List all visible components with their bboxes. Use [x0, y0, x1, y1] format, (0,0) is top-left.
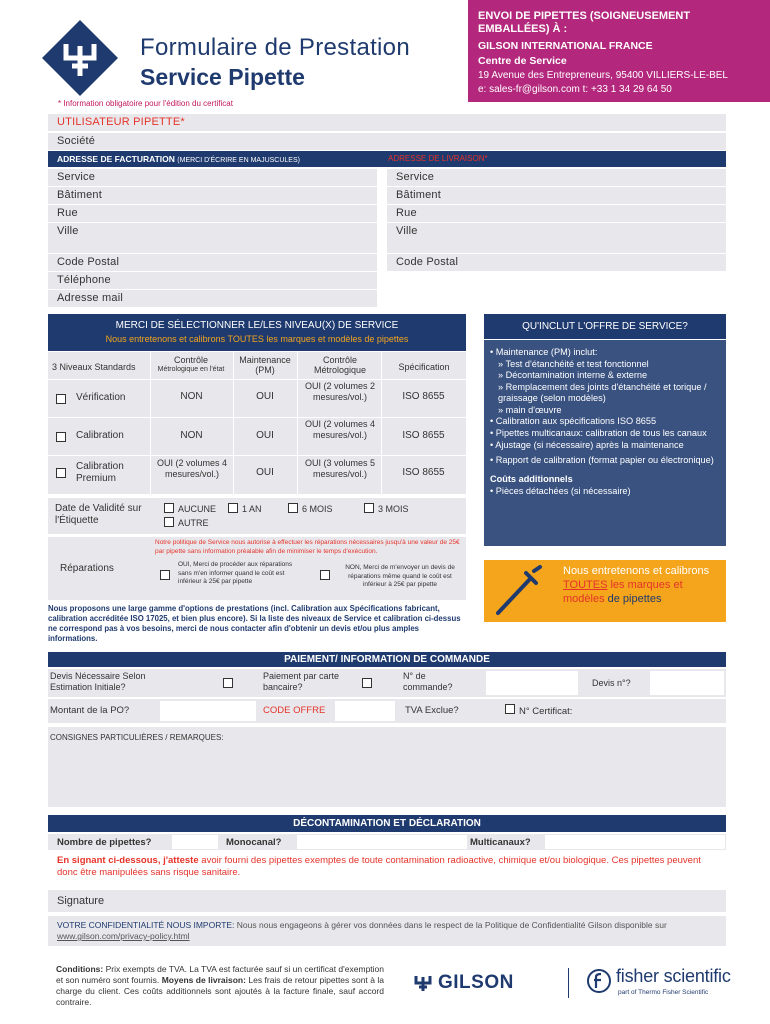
- premium-control: OUI (2 volumes 4 mesures/vol.): [156, 458, 228, 479]
- offer-list: [490, 347, 722, 497]
- promo-text-b: TOUTES: [563, 579, 608, 591]
- row-premium: Calibration Premium: [76, 461, 124, 484]
- billing-phone[interactable]: Téléphone: [48, 272, 377, 289]
- delivery-label: Moyens de livraison:: [161, 975, 246, 985]
- billing-street[interactable]: Rue: [48, 205, 377, 222]
- user-label: UTILISATEUR PIPETTE*: [57, 116, 185, 128]
- fisher-wordmark: fisher scientific: [616, 966, 731, 986]
- quote-no: Devis n°?: [592, 678, 631, 688]
- offer-item: » Remplacement des joints d'étanchéité et torique / graissage (selon modèles): [498, 381, 707, 403]
- verification-checkbox[interactable]: [56, 394, 66, 404]
- shipping-company: GILSON INTERNATIONAL FRANCE: [478, 40, 653, 52]
- row-calibration: Calibration: [76, 430, 124, 441]
- col-spec: Spécification: [398, 362, 450, 372]
- promo-text-a: Nous entretenons et calibrons: [563, 565, 710, 577]
- privacy-body: Nous nous engageons à gérer vos données dans le respect de la Politique de Confidentialité Gilson disponible sur: [234, 920, 667, 930]
- quote-needed: Devis Nécessaire Selon Estimation Initiale?: [50, 671, 146, 692]
- offer-extra-title: Coûts additionnels: [490, 474, 573, 484]
- signature-field[interactable]: [48, 890, 726, 912]
- repairs-label: Réparations: [60, 563, 114, 574]
- verification-spec: ISO 8655: [402, 391, 445, 402]
- po-amount: Montant de la PO?: [50, 705, 130, 716]
- pipette-count: Nombre de pipettes?: [57, 837, 152, 848]
- delivery-title: ADRESSE DE LIVRAISON*: [388, 154, 488, 163]
- offer-item: » main d'œuvre: [498, 404, 562, 415]
- shipping-title: ENVOI DE PIPETTES (SOIGNEUSEMENT EMBALLÉES) À :: [478, 10, 691, 35]
- vat-checkbox[interactable]: [505, 704, 515, 714]
- delivery-building[interactable]: Bâtiment: [387, 187, 726, 204]
- multi-channel: Multicanaux?: [470, 837, 531, 848]
- verification-control: NON: [180, 391, 203, 402]
- grid-line: [48, 379, 466, 380]
- privacy-title: VOTRE CONFIDENTIALITÉ NOUS IMPORTE:: [57, 920, 235, 930]
- single-channel-input[interactable]: [297, 835, 467, 849]
- col-metro: Contrôle Métrologique: [313, 355, 367, 375]
- company-label: Société: [57, 135, 96, 147]
- payment-header: PAIEMENT/ INFORMATION DE COMMANDE: [48, 652, 726, 667]
- vat-excluded: TVA Exclue?: [405, 705, 459, 716]
- pipette-logo-icon: [42, 20, 118, 96]
- billing-header: [48, 151, 726, 167]
- billing-email[interactable]: Adresse mail: [48, 290, 377, 307]
- validity-6m-checkbox[interactable]: [288, 503, 298, 513]
- remarks-label: CONSIGNES PARTICULIÈRES / REMARQUES:: [50, 733, 224, 742]
- billing-building[interactable]: Bâtiment: [48, 187, 377, 204]
- offer-item: • Pipettes multicanaux: calibration de tous les canaux: [490, 427, 707, 438]
- gilson-wordmark: GILSON: [438, 972, 514, 993]
- required-note: * Information obligatoire pour l'édition du certificat: [58, 99, 233, 108]
- pipette-icon: [490, 563, 550, 619]
- declaration-body: avoir fourni des pipettes exemptes de toute contamination radioactive, chimique et/ou biologique. Ces pipettes peuvent donc être manipulées sans risque sanitaire.: [57, 855, 701, 878]
- repairs-yes: OUI, Merci de procéder aux réparations sans m'en informer quand le coût est inférieur à 25€ par pipette: [178, 561, 293, 585]
- offer-code: CODE OFFRE: [263, 705, 326, 716]
- billing-title-note: (MERCI D'ÉCRIRE EN MAJUSCULES): [177, 157, 300, 164]
- page-title: Formulaire de Prestation: [140, 34, 410, 61]
- service-subtitle: Nous entretenons et calibrons TOUTES les marques et modèles de pipettes: [105, 334, 409, 344]
- order-no-input[interactable]: [486, 671, 578, 695]
- shipping-address: 19 Avenue des Entrepreneurs, 95400 VILLIERS-LE-BEL: [478, 70, 728, 81]
- col-maintenance: Maintenance (PM): [239, 355, 291, 375]
- shipping-box: [468, 0, 770, 102]
- offer-item: » Test d'étanchéité et test fonctionnel: [498, 358, 649, 369]
- promo-text: [563, 564, 723, 606]
- decon-header: DÉCONTAMINATION ET DÉCLARATION: [48, 815, 726, 832]
- offer-extra-item: • Pièces détachées (si nécessaire): [490, 485, 631, 496]
- gilson-logo: [42, 20, 118, 96]
- premium-checkbox[interactable]: [56, 468, 66, 478]
- offer-header: QU'INCLUT L'OFFRE DE SERVICE?: [484, 314, 726, 339]
- signature-label: Signature: [57, 895, 105, 907]
- repairs-no-checkbox[interactable]: [320, 570, 330, 580]
- shipping-contact: e: sales-fr@gilson.com t: +33 1 34 29 64 50: [478, 84, 672, 95]
- billing-service[interactable]: Service: [48, 169, 377, 186]
- proposal-text: Nous proposons une large gamme d'options de prestations (incl. Calibration aux Spécifications fabricant, calibration accréditée ISO 17025, et bien plus encore). Si la liste des niveaux de Service et calibration ci-dessus ne correspond pas à vos besoins, merci de nous contacter afin d'obtenir un devis et/ou plus amples informations.: [48, 604, 461, 643]
- card-payment-checkbox[interactable]: [362, 678, 372, 688]
- delivery-service[interactable]: Service: [387, 169, 726, 186]
- calibration-control: NON: [180, 430, 203, 441]
- grid-line: [297, 352, 298, 494]
- delivery-postcode[interactable]: Code Postal: [387, 254, 726, 271]
- repairs-no: NON, Merci de m'envoyer un devis de réparations même quand le coût est inférieur à 25€ par pipette: [345, 564, 455, 588]
- offer-code-input[interactable]: [335, 701, 395, 721]
- service-header: [48, 314, 466, 351]
- footer-divider: [568, 968, 569, 998]
- calibration-spec: ISO 8655: [402, 430, 445, 441]
- billing-city[interactable]: Ville: [48, 223, 377, 253]
- pipette-count-input[interactable]: [172, 835, 218, 849]
- calibration-checkbox[interactable]: [56, 432, 66, 442]
- validity-other-checkbox[interactable]: [164, 517, 174, 527]
- cert-no: N° Certificat:: [519, 706, 573, 717]
- validity-3m-checkbox[interactable]: [364, 503, 374, 513]
- validity-label: Date de Validité sur l'Étiquette: [55, 503, 142, 526]
- declaration-text: [57, 855, 717, 879]
- repairs-yes-checkbox[interactable]: [160, 570, 170, 580]
- premium-metro: OUI (3 volumes 5 mesures/vol.): [304, 458, 376, 479]
- user-field[interactable]: [48, 114, 726, 131]
- validity-6m: 6 MOIS: [302, 504, 333, 514]
- premium-pm: OUI: [256, 467, 274, 478]
- offer-item: • Calibration aux spécifications ISO 8655: [490, 416, 657, 426]
- validity-none-checkbox[interactable]: [164, 503, 174, 513]
- billing-title: ADRESSE DE FACTURATION: [57, 154, 175, 164]
- grid-line: [48, 417, 466, 418]
- fisher-logo-icon: [586, 968, 612, 994]
- verification-metro: OUI (2 volumes 2 mesures/vol.): [304, 381, 376, 402]
- company-field[interactable]: [48, 133, 726, 150]
- offer-item: • Ajustage (si nécessaire) après la maintenance: [490, 440, 684, 450]
- grid-line: [150, 352, 151, 494]
- conditions-text: [56, 964, 384, 1008]
- privacy-text: [57, 920, 722, 942]
- privacy-link[interactable]: www.gilson.com/privacy-policy.html: [57, 931, 190, 941]
- multi-channel-input[interactable]: [545, 835, 725, 849]
- delivery-city[interactable]: Ville: [387, 223, 726, 253]
- gilson-footer-icon: [412, 972, 434, 994]
- calibration-metro: OUI (2 volumes 4 mesures/vol.): [304, 419, 376, 440]
- validity-1y-checkbox[interactable]: [228, 503, 238, 513]
- conditions-body: Prix exempts de TVA. La TVA est facturée sauf si un certificat d'exemption et son numéro sont fournis.: [56, 964, 384, 985]
- validity-3m: 3 MOIS: [378, 504, 409, 514]
- single-channel: Monocanal?: [226, 837, 282, 848]
- validity-other: AUTRE: [178, 518, 209, 528]
- service-title: MERCI DE SÉLECTIONNER LE/LES NIVEAU(X) DE SERVICE: [115, 320, 399, 331]
- grid-line: [48, 455, 466, 456]
- promo-text-c: les marques et modèles: [563, 579, 683, 605]
- validity-none: AUCUNE: [178, 504, 217, 514]
- page-subtitle: Service Pipette: [140, 64, 305, 90]
- quote-no-input[interactable]: [650, 671, 724, 695]
- offer-item: » Décontamination interne & externe: [498, 370, 648, 380]
- offer-item: • Maintenance (PM) inclut:: [490, 347, 598, 357]
- card-payment: Paiement par carte bancaire?: [263, 671, 340, 692]
- repairs-policy: Notre politique de Service nous autorise à effectuer les réparations nécessaires jusqu'à une valeur de 25€ par pipette sans information préalable afin de minimiser le temps d'exécution.: [155, 539, 460, 555]
- col-control: Contrôle Métrologique en l'état: [157, 355, 225, 373]
- premium-spec: ISO 8655: [402, 467, 445, 478]
- row-verification: Vérification: [76, 392, 126, 403]
- conditions-label: Conditions:: [56, 964, 104, 974]
- promo-text-d: de pipettes: [604, 593, 662, 605]
- verification-pm: OUI: [256, 391, 274, 402]
- fisher-subtitle: part of Thermo Fisher Scientific: [618, 989, 709, 996]
- shipping-center: Centre de Service: [478, 55, 567, 67]
- declaration-bold: En signant ci-dessous, j'atteste: [57, 855, 199, 866]
- billing-postcode[interactable]: Code Postal: [48, 254, 377, 271]
- offer-item: • Rapport de calibration (format papier ou électronique): [490, 454, 714, 465]
- order-no: N° de commande?: [403, 671, 453, 692]
- po-input[interactable]: [160, 701, 256, 721]
- col-levels: 3 Niveaux Standards: [52, 362, 136, 372]
- delivery-body: Les frais de retour pipettes sont à la charge du client. Ces coûts additionnels sont ajoutés à la facture finale, sauf accord contraire.: [56, 975, 384, 1007]
- calibration-pm: OUI: [256, 430, 274, 441]
- quote-needed-checkbox[interactable]: [223, 678, 233, 688]
- validity-1y: 1 AN: [242, 504, 262, 514]
- delivery-street[interactable]: Rue: [387, 205, 726, 222]
